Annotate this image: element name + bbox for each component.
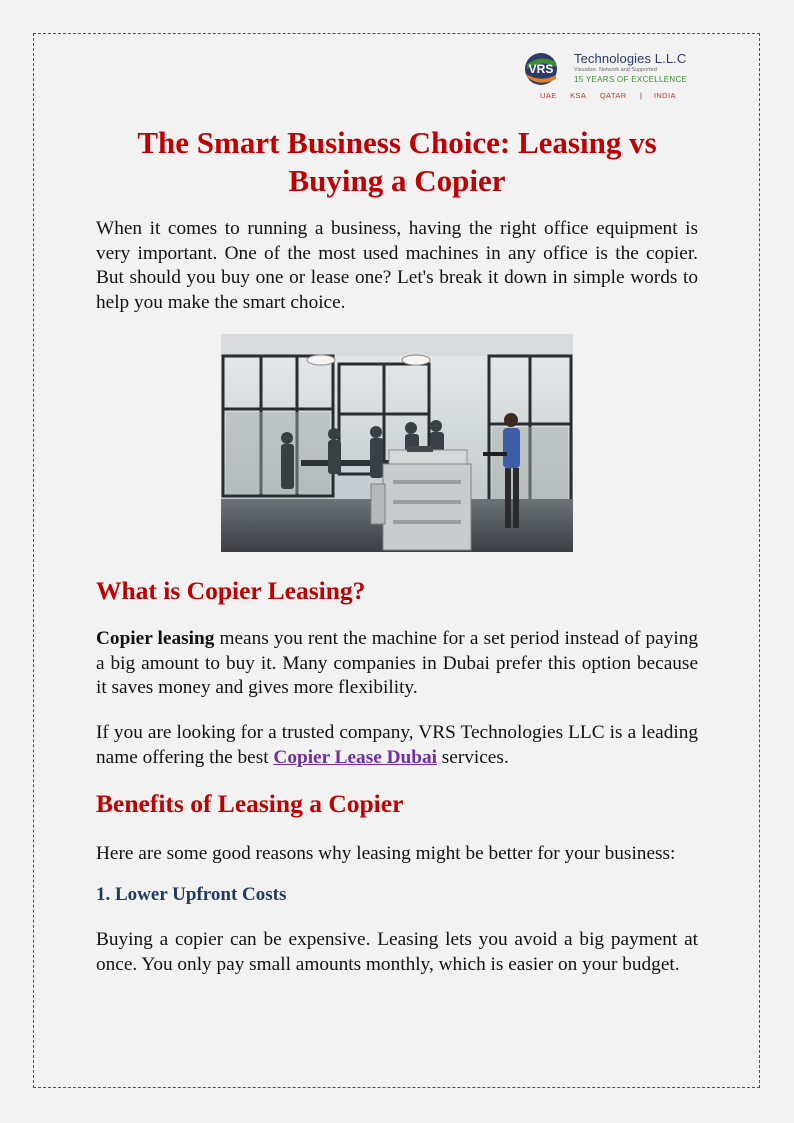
- copier-leasing-paragraph: [96, 627, 698, 701]
- region-india: INDIA: [653, 91, 676, 100]
- office-copier-photo: [221, 334, 573, 552]
- logo-years-badge: 15 YEARS OF EXCELLENCE: [574, 75, 688, 84]
- logo-mark-text: VRS: [528, 62, 554, 76]
- logo-tagline: Visualize. Network and Supported: [574, 67, 657, 73]
- benefits-intro-paragraph: Here are some good reasons why leasing might be better for your business:: [96, 843, 676, 864]
- vrs-globe-logo-icon: [522, 50, 572, 90]
- region-separator: |: [640, 91, 643, 100]
- company-logo: [522, 50, 702, 102]
- vrs-recommendation-text: If you are looking for a trusted company, VRS Technologies LLC is a leading name offering the best: [96, 722, 698, 768]
- vrs-recommendation-suffix: services.: [436, 746, 509, 768]
- copier-leasing-term: Copier leasing: [96, 628, 215, 649]
- region-qatar: QATAR: [599, 91, 627, 100]
- section-heading-benefits: Benefits of Leasing a Copier: [96, 789, 404, 818]
- copier-lease-dubai-link[interactable]: Copier Lease Dubai: [273, 746, 437, 768]
- region-ksa: KSA: [570, 91, 587, 100]
- logo-regions: [540, 91, 687, 100]
- intro-paragraph: When it comes to running a business, having the right office equipment is very important. One of the most used machines in any office is the copier. But should you buy one or lease one? Let's break it down in simple words to help you make the smart choice.: [96, 218, 698, 313]
- section-heading-copier-leasing: What is Copier Leasing?: [96, 576, 366, 605]
- region-uae: UAE: [540, 91, 557, 100]
- logo-company-name: Technologies L.L.C: [574, 51, 687, 66]
- benefit-1-paragraph: Buying a copier can be expensive. Leasing lets you avoid a big payment at once. You only pay small amounts monthly, which is easier on your budget.: [96, 929, 698, 975]
- copier-leasing-definition: means you rent the machine for a set period instead of paying a big amount to buy it. Many companies in Dubai prefer this option because it saves money and gives more flexibility.: [96, 628, 699, 698]
- page-title: The Smart Business Choice: Leasing vs Buying a Copier: [137, 125, 657, 198]
- benefit-1-heading: 1. Lower Upfront Costs: [96, 884, 287, 905]
- vrs-recommendation-paragraph: [96, 721, 698, 770]
